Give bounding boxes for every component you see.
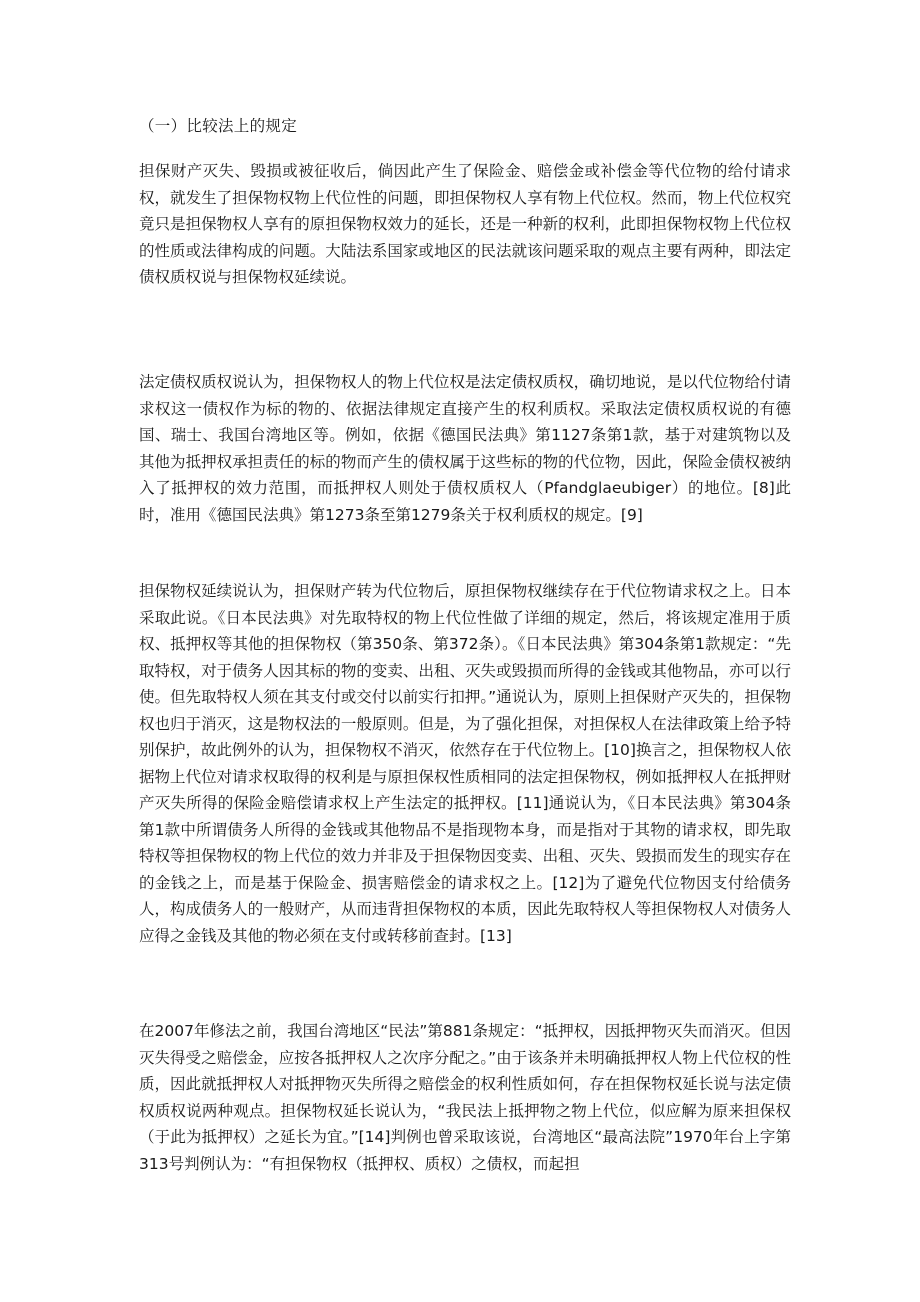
paragraph-statutory-pledge-theory: 法定债权质权说认为，担保物权人的物上代位权是法定债权质权，确切地说，是以代位物给付请求权这一债权作为标的物的、依据法律规定直接产生的权利质权。采取法定债权质权说的有德国、瑞士、我国台湾地区等。例如，依据《德国民法典》第1127条第1款，基于对建筑物以及其他为抵押权承担责任的标的物而产生的债权属于这些标的物的代位物，因此，保险金债权被纳入了抵押权的效力范围，而抵押权人则处于债权质权人（Pfandglaeubiger）的地位。[8]此时，准用《德国民法典》第1273条至第1279条关于权利质权的规定。[9] <box>139 373 791 524</box>
paragraph-continuation-theory: 担保物权延续说认为，担保财产转为代位物后，原担保物权继续存在于代位物请求权之上。日本采取此说。《日本民法典》对先取特权的物上代位性做了详细的规定，然后，将该规定准用于质权、抵押权等其他的担保物权（第350条、第372条）。《日本民法典》第304条第1款规定：“先取特权，对于债务人因其标的物的变卖、出租、灭失或毁损而所得的金钱或其他物品，亦可以行使。但先取特权人须在其支付或交付以前实行扣押。”通说认为，原则上担保财产灭失的，担保物权也归于消灭，这是物权法的一般原则。但是，为了强化担保，对担保权人在法律政策上给予特别保护，故此例外的认为，担保物权不消灭，依然存在于代位物上。[10]换言之，担保物权人依据物上代位对请求权取得的权利是与原担保权性质相同的法定担保物权，例如抵押权人在抵押财产灭失所得的保险金赔偿请求权上产生法定的抵押权。[11]通说认为，《日本民法典》第304条第1款中所谓债务人所得的金钱或其他物品不是指现物本身，而是指对于其物的请求权，即先取特权等担保物权的物上代位的效力并非及于担保物因变卖、出租、灭失、毁损而发生的现实存在的金钱之上，而是基于保险金、损害赔偿金的请求权之上。[12]为了避免代位物因支付给债务人，构成债务人的一般财产，从而违背担保物权的本质，因此先取特权人等担保物权人对债务人应得之金钱及其他的物必须在支付或转移前查封。[13] <box>139 582 791 945</box>
section-heading: （一）比较法上的规定 <box>139 117 298 135</box>
paragraph-substitution-issue: 担保财产灭失、毁损或被征收后，倘因此产生了保险金、赔偿金或补偿金等代位物的给付请求权，就发生了担保物权物上代位性的问题，即担保物权人享有物上代位权。然而，物上代位权究竟只是担保物权人享有的原担保物权效力的延长，还是一种新的权利，此即担保物权物上代位权的性质或法律构成的问题。大陆法系国家或地区的民法就该问题采取的观点主要有两种，即法定债权质权说与担保物权延续说。 <box>139 162 791 286</box>
paragraph-taiwan-law: 在2007年修法之前，我国台湾地区“民法”第881条规定：“抵押权，因抵押物灭失而消灭。但因灭失得受之赔偿金，应按各抵押权人之次序分配之。”由于该条并未明确抵押权人物上代位权的性质，因此就抵押权人对抵押物灭失所得之赔偿金的权利性质如何，存在担保物权延长说与法定债权质权说两种观点。担保物权延长说认为，“我民法上抵押物之物上代位，似应解为原来担保权（于此为抵押权）之延长为宜。”[14]判例也曾采取该说，台湾地区“最高法院”1970年台上字第313号判例认为：“有担保物权（抵押权、质权）之债权，而起担 <box>139 1022 791 1173</box>
